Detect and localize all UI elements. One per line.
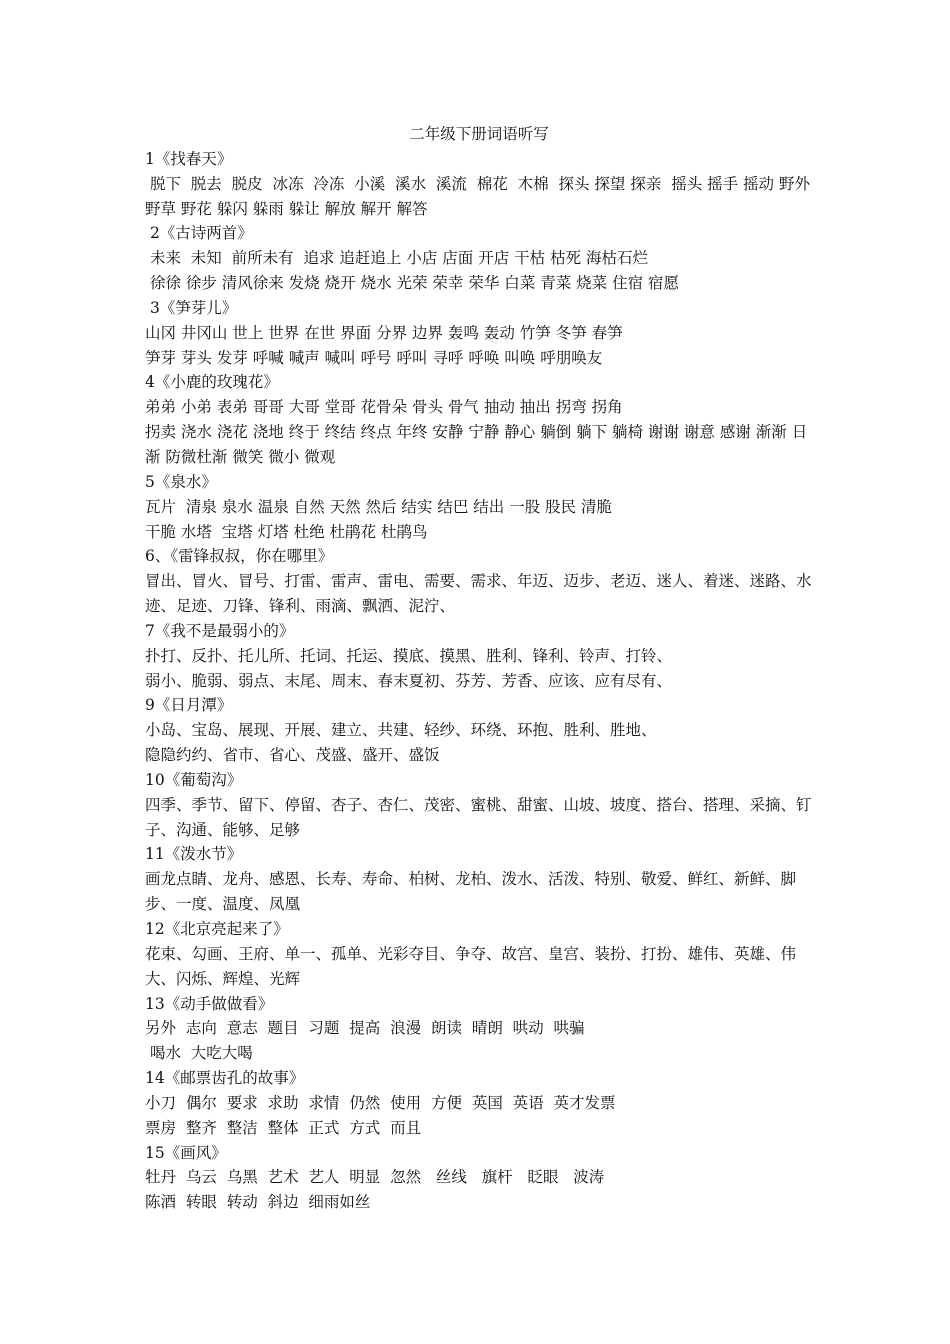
vocabulary-line: 拐卖 浇水 浇花 浇地 终于 终结 终点 年终 安静 宁静 静心 躺倒 躺下 躺椅 谢谢 谢意 感谢 渐渐 日渐 防微杜渐 微笑 微小 微观 [145, 423, 808, 466]
vocabulary-line: 小刀 偶尔 要求 求助 求情 仍然 使用 方便 英国 英语 英才发票 [145, 1093, 616, 1112]
lesson-heading: 5《泉水》 [145, 472, 217, 491]
vocabulary-line: 扑打、反扑、托儿所、托词、托运、摸底、摸黑、胜利、锋利、铃声、打铃、 [145, 646, 673, 665]
vocabulary-line: 票房 整齐 整洁 整体 正式 方式 而且 [145, 1118, 422, 1137]
lesson-heading: 2《古诗两首》 [145, 224, 253, 243]
vocabulary-line: 隐隐约约、省市、省心、茂盛、盛开、盛饭 [145, 746, 440, 765]
lesson-heading: 6、《雷锋叔叔，你在哪里》 [145, 547, 334, 566]
vocabulary-line: 陈酒 转眼 转动 斜边 细雨如丝 [145, 1193, 371, 1212]
lesson-heading: 11《泼水节》 [145, 845, 243, 864]
lesson-heading: 9《日月潭》 [145, 696, 233, 715]
lesson-heading: 13《动手做做看》 [145, 994, 274, 1013]
lesson-heading: 3《笋芽儿》 [145, 298, 238, 317]
vocabulary-line: 花束、勾画、王府、单一、孤单、光彩夺目、争夺、故宫、皇宫、装扮、打扮、雄伟、英雄、伟大、闪烁、辉煌、光辉 [145, 944, 797, 988]
vocabulary-line: 脱下 脱去 脱皮 冰冻 冷冻 小溪 溪水 溪流 棉花 木棉 探头 探望 探亲 摇头 摇手 摇动 野外 野草 野花 躲闪 躲雨 躲让 解放 解开 解答 [145, 174, 815, 218]
document-title: 二年级下册词语听写 [409, 125, 549, 143]
lesson-heading: 12《北京亮起来了》 [145, 920, 289, 938]
vocabulary-line: 冒出、冒火、冒号、打雷、雷声、雷电、需要、需求、年迈、迈步、老迈、迷人、着迷、迷路、水迹、足迹、刀锋、锋利、雨滴、飘洒、泥泞、 [145, 572, 812, 616]
vocabulary-line: 画龙点睛、龙舟、感恩、长寿、寿命、柏树、龙柏、泼水、活泼、特别、敬爱、鲜红、新鲜、脚步、一度、温度、凤凰 [145, 870, 797, 914]
vocabulary-line: 笋芽 芽头 发芽 呼喊 喊声 喊叫 呼号 呼叫 寻呼 呼唤 叫唤 呼朋唤友 [145, 348, 603, 367]
vocabulary-line: 小岛、宝岛、展现、开展、建立、共建、轻纱、环绕、环抱、胜利、胜地、 [145, 721, 657, 740]
vocabulary-line: 干脆 水塔 宝塔 灯塔 杜绝 杜鹃花 杜鹃鸟 [145, 522, 428, 541]
lesson-heading: 7《我不是最弱小的》 [145, 621, 295, 640]
vocabulary-line: 山冈 井冈山 世上 世界 在世 界面 分界 边界 轰鸣 轰动 竹笋 冬笋 春笋 [145, 323, 623, 342]
lesson-heading: 4《小鹿的玫瑰花》 [145, 373, 279, 392]
vocabulary-line: 徐徐 徐步 清风徐来 发烧 烧开 烧水 光荣 荣幸 荣华 白菜 青菜 烧菜 住宿 宿愿 [145, 274, 679, 293]
lesson-heading: 1《找春天》 [145, 149, 233, 168]
lesson-heading: 10《葡萄沟》 [145, 770, 243, 789]
vocabulary-line: 四季、季节、留下、停留、杏子、杏仁、茂密、蜜桃、甜蜜、山坡、坡度、搭台、搭理、采摘、钉子、沟通、能够、足够 [145, 795, 812, 839]
vocabulary-line: 喝水 大吃大喝 [145, 1044, 253, 1063]
vocabulary-line: 牡丹 乌云 乌黑 艺术 艺人 明显 忽然 丝线 旗杆 眨眼 波涛 [145, 1168, 605, 1187]
vocabulary-line: 未来 未知 前所未有 追求 追赶追上 小店 店面 开店 干枯 枯死 海枯石烂 [145, 249, 648, 268]
vocabulary-line: 另外 志向 意志 题目 习题 提高 浪漫 朗读 晴朗 哄动 哄骗 [145, 1019, 585, 1038]
vocabulary-line: 弱小、脆弱、弱点、末尾、周末、春末夏初、芬芳、芳香、应该、应有尽有、 [145, 671, 673, 690]
word-list-sections [145, 147, 813, 1215]
document-page [145, 122, 813, 1215]
vocabulary-line: 弟弟 小弟 表弟 哥哥 大哥 堂哥 花骨朵 骨头 骨气 抽动 抽出 拐弯 拐角 [145, 398, 623, 417]
lesson-heading: 15《画风》 [145, 1143, 227, 1162]
vocabulary-line: 瓦片 清泉 泉水 温泉 自然 天然 然后 结实 结巴 结出 一股 股民 清脆 [145, 497, 613, 516]
lesson-heading: 14《邮票齿孔的故事》 [145, 1069, 305, 1088]
